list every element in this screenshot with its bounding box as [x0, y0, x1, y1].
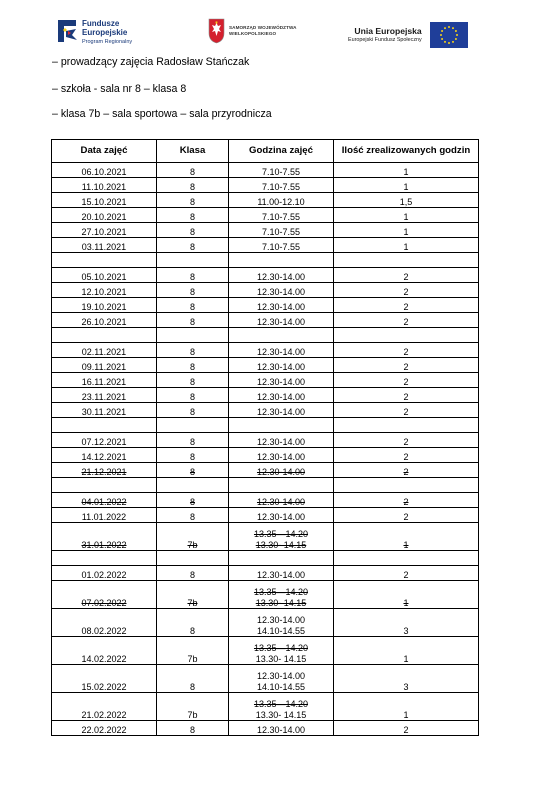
cell-date: 07.12.2021 [52, 433, 157, 448]
cell-hours [229, 283, 334, 298]
header-count: Ilość zrealizowanych godzin [334, 140, 479, 163]
cell-count: 1 [334, 693, 479, 721]
hour-range: 12.30-14.00 [256, 347, 306, 357]
cell-count: 2 [334, 283, 479, 298]
cell-hours [229, 566, 334, 581]
hour-range: 12.30-14.00 [256, 437, 306, 447]
cell-class: 8 [157, 388, 229, 403]
hour-range: 11.00-12.10 [257, 197, 305, 207]
cell-class: 8 [157, 238, 229, 253]
hour-range: 12.30-14.00 [256, 497, 306, 507]
cell-count: 1 [334, 178, 479, 193]
hour-range: 7.10-7.55 [261, 212, 301, 222]
cell-class: 8 [157, 665, 229, 693]
hour-range: 13.30- 14.15 [255, 653, 307, 664]
hour-range: 13.30- 14.15 [255, 539, 307, 550]
eu-star-icon [455, 30, 457, 32]
hour-range: 12.30-14.00 [256, 725, 306, 735]
hour-range: 13.35—14.20 [253, 643, 309, 653]
table-row [52, 721, 479, 736]
cell-hours [229, 433, 334, 448]
cell-class: 8 [157, 493, 229, 508]
cell-count: 2 [334, 448, 479, 463]
eu-star-icon [452, 27, 454, 29]
hour-range: 12.30-14.00 [256, 570, 306, 580]
cell-class: 8 [157, 223, 229, 238]
empty-cell [157, 328, 229, 343]
empty-cell [229, 551, 334, 566]
hour-range: 12.30-14.00 [256, 302, 306, 312]
table-row [52, 637, 479, 665]
empty-cell [334, 478, 479, 493]
eu-star-icon [448, 26, 450, 28]
cell-class: 8 [157, 373, 229, 388]
cell-class: 8 [157, 463, 229, 478]
cell-hours [229, 609, 334, 637]
cell-count: 1 [334, 238, 479, 253]
fe-line1: Fundusze [82, 19, 120, 28]
cell-class: 8 [157, 721, 229, 736]
eu-star-icon [455, 38, 457, 40]
table-spacer-row [52, 328, 479, 343]
intro-line-teacher: – prowadzący zajęcia Radosław Stańczak [52, 56, 250, 68]
cell-count: 2 [334, 403, 479, 418]
empty-cell [229, 478, 334, 493]
cell-date: 07.02.2022 [52, 581, 157, 609]
empty-cell [334, 253, 479, 268]
cell-count: 1 [334, 208, 479, 223]
cell-date: 16.11.2021 [52, 373, 157, 388]
eu-star-icon [456, 34, 458, 36]
hour-range: 12.30-14.00 [256, 407, 306, 417]
cell-hours [229, 448, 334, 463]
cell-hours [229, 343, 334, 358]
cell-date: 09.11.2021 [52, 358, 157, 373]
cell-date: 19.10.2021 [52, 298, 157, 313]
cell-date: 14.02.2022 [52, 637, 157, 665]
hour-range: 12.30-14.00 [256, 317, 306, 327]
cell-class: 8 [157, 298, 229, 313]
cell-hours [229, 665, 334, 693]
cell-count: 2 [334, 566, 479, 581]
table-row [52, 523, 479, 551]
empty-cell [52, 551, 157, 566]
empty-cell [229, 253, 334, 268]
table-row [52, 373, 479, 388]
cell-date: 21.12.2021 [52, 463, 157, 478]
cell-class: 8 [157, 609, 229, 637]
cell-hours [229, 163, 334, 178]
sw-line1: SAMORZĄD WOJEWÓDZTWA [229, 25, 297, 30]
cell-class: 8 [157, 448, 229, 463]
hour-range: 13.35—14.20 [253, 529, 309, 539]
cell-hours [229, 637, 334, 665]
hour-range: 13.30- 14.15 [255, 709, 307, 720]
cell-hours [229, 581, 334, 609]
cell-hours [229, 693, 334, 721]
header-logos [0, 14, 546, 54]
empty-cell [52, 418, 157, 433]
cell-hours [229, 178, 334, 193]
eu-flag-icon [430, 22, 468, 48]
hour-range: 12.30-14.00 [256, 512, 306, 522]
hour-range: 7.10-7.55 [261, 167, 301, 177]
cell-count: 2 [334, 343, 479, 358]
cell-class: 8 [157, 208, 229, 223]
empty-cell [157, 253, 229, 268]
cell-class: 8 [157, 283, 229, 298]
fe-line3: Program Regionalny [82, 39, 133, 45]
hour-range: 12.30-14.00 [256, 272, 306, 282]
table-row [52, 163, 479, 178]
hour-range: 12.30-14.00 [256, 467, 306, 477]
cell-date: 05.10.2021 [52, 268, 157, 283]
cell-class: 8 [157, 403, 229, 418]
cell-count: 2 [334, 463, 479, 478]
cell-count: 2 [334, 313, 479, 328]
cell-hours [229, 508, 334, 523]
cell-date: 06.10.2021 [52, 163, 157, 178]
header-class: Klasa [157, 140, 229, 163]
hour-range: 12.30-14.00 [256, 362, 306, 372]
cell-hours [229, 358, 334, 373]
hour-range: 13.35—14.20 [253, 587, 309, 597]
table-spacer-row [52, 418, 479, 433]
eu-star-icon [441, 38, 443, 40]
cell-class: 7b [157, 637, 229, 665]
cell-date: 30.11.2021 [52, 403, 157, 418]
hour-range: 7.10-7.55 [261, 242, 301, 252]
cell-date: 27.10.2021 [52, 223, 157, 238]
table-row [52, 433, 479, 448]
cell-date: 31.01.2022 [52, 523, 157, 551]
cell-hours [229, 268, 334, 283]
eu-star-icon [444, 27, 446, 29]
table-row [52, 208, 479, 223]
table-row [52, 463, 479, 478]
table-row [52, 566, 479, 581]
table-row [52, 693, 479, 721]
cell-hours [229, 373, 334, 388]
table-row [52, 343, 479, 358]
hour-range: 7.10-7.55 [261, 227, 301, 237]
cell-date: 12.10.2021 [52, 283, 157, 298]
cell-hours [229, 208, 334, 223]
cell-date: 26.10.2021 [52, 313, 157, 328]
table-row [52, 298, 479, 313]
eu-star-icon [444, 41, 446, 43]
cell-date: 03.11.2021 [52, 238, 157, 253]
cell-count: 2 [334, 433, 479, 448]
table-row [52, 403, 479, 418]
cell-class: 8 [157, 433, 229, 448]
empty-cell [334, 328, 479, 343]
empty-cell [229, 418, 334, 433]
cell-date: 14.12.2021 [52, 448, 157, 463]
cell-count: 3 [334, 665, 479, 693]
cell-hours [229, 223, 334, 238]
cell-count: 1 [334, 223, 479, 238]
empty-cell [157, 551, 229, 566]
cell-count: 1,5 [334, 193, 479, 208]
cell-count: 1 [334, 637, 479, 665]
cell-count: 2 [334, 268, 479, 283]
cell-count: 2 [334, 298, 479, 313]
cell-hours [229, 298, 334, 313]
hour-range: 14.10-14.55 [256, 625, 306, 636]
cell-date: 02.11.2021 [52, 343, 157, 358]
cell-date: 22.02.2022 [52, 721, 157, 736]
cell-hours [229, 463, 334, 478]
hour-range: 12.30-14.00 [256, 452, 306, 462]
cell-hours [229, 523, 334, 551]
cell-hours [229, 313, 334, 328]
fe-line2: Europejskie [82, 28, 128, 37]
cell-count: 3 [334, 609, 479, 637]
cell-hours [229, 403, 334, 418]
ue-line1: Unia Europejska [354, 26, 422, 36]
eu-star-icon [452, 41, 454, 43]
cell-count: 2 [334, 358, 479, 373]
cell-count: 1 [334, 523, 479, 551]
table-row [52, 609, 479, 637]
intro-line-class: – klasa 7b – sala sportowa – sala przyrodnicza [52, 108, 272, 120]
empty-cell [157, 478, 229, 493]
cell-class: 8 [157, 178, 229, 193]
cell-date: 15.02.2022 [52, 665, 157, 693]
hour-range: 12.30-14.00 [256, 287, 306, 297]
table-spacer-row [52, 253, 479, 268]
table-row [52, 268, 479, 283]
empty-cell [52, 328, 157, 343]
schedule-table [51, 139, 479, 736]
hour-range: 12.30-14.00 [256, 392, 306, 402]
fe-star-icon [58, 18, 78, 44]
eagle-crest-icon [208, 18, 225, 44]
unia-europejska-logo [348, 22, 468, 48]
cell-date: 20.10.2021 [52, 208, 157, 223]
table-row [52, 238, 479, 253]
cell-date: 01.02.2022 [52, 566, 157, 581]
hour-range: 13.35—14.20 [253, 699, 309, 709]
table-spacer-row [52, 478, 479, 493]
eu-star-icon [441, 30, 443, 32]
cell-class: 8 [157, 193, 229, 208]
header-date: Data zajęć [52, 140, 157, 163]
hour-range: 12.30-14.00 [256, 615, 306, 625]
table-row [52, 581, 479, 609]
hour-range: 13.30- 14.15 [255, 597, 307, 608]
cell-count: 2 [334, 508, 479, 523]
cell-hours [229, 721, 334, 736]
cell-count: 2 [334, 721, 479, 736]
cell-hours [229, 493, 334, 508]
sw-line2: WIELKOPOLSKIEGO [229, 31, 277, 36]
table-row [52, 388, 479, 403]
cell-hours [229, 388, 334, 403]
empty-cell [157, 418, 229, 433]
cell-count: 1 [334, 581, 479, 609]
empty-cell [52, 253, 157, 268]
cell-date: 11.01.2022 [52, 508, 157, 523]
cell-class: 8 [157, 313, 229, 328]
table-row [52, 665, 479, 693]
cell-class: 7b [157, 581, 229, 609]
ue-line2: Europejski Fundusz Społeczny [348, 37, 422, 43]
table-row [52, 193, 479, 208]
cell-date: 15.10.2021 [52, 193, 157, 208]
cell-count: 2 [334, 388, 479, 403]
cell-date: 21.02.2022 [52, 693, 157, 721]
table-row [52, 223, 479, 238]
cell-class: 8 [157, 268, 229, 283]
cell-count: 2 [334, 493, 479, 508]
empty-cell [52, 478, 157, 493]
cell-hours [229, 238, 334, 253]
cell-class: 8 [157, 566, 229, 581]
cell-date: 04.01.2022 [52, 493, 157, 508]
cell-count: 2 [334, 373, 479, 388]
cell-date: 23.11.2021 [52, 388, 157, 403]
cell-class: 8 [157, 508, 229, 523]
eu-star-icon [448, 42, 450, 44]
cell-class: 8 [157, 343, 229, 358]
cell-class: 8 [157, 358, 229, 373]
fundusze-europejskie-logo [58, 18, 132, 47]
eu-star-icon [440, 34, 442, 36]
table-row [52, 448, 479, 463]
cell-date: 08.02.2022 [52, 609, 157, 637]
empty-cell [229, 328, 334, 343]
cell-date: 11.10.2021 [52, 178, 157, 193]
table-row [52, 178, 479, 193]
hour-range: 12.30-14.00 [256, 671, 306, 681]
table-row [52, 358, 479, 373]
empty-cell [334, 418, 479, 433]
cell-class: 7b [157, 693, 229, 721]
table-row [52, 283, 479, 298]
table-spacer-row [52, 551, 479, 566]
hour-range: 7.10-7.55 [261, 182, 301, 192]
cell-class: 7b [157, 523, 229, 551]
cell-hours [229, 193, 334, 208]
table-row [52, 508, 479, 523]
intro-line-school: – szkoła - sala nr 8 – klasa 8 [52, 83, 187, 95]
table-row [52, 493, 479, 508]
cell-count: 1 [334, 163, 479, 178]
empty-cell [334, 551, 479, 566]
hour-range: 14.10-14.55 [256, 681, 306, 692]
samorzad-logo [208, 18, 297, 44]
cell-class: 8 [157, 163, 229, 178]
hour-range: 12.30-14.00 [256, 377, 306, 387]
table-header-row [52, 140, 479, 163]
header-hours: Godzina zajęć [229, 140, 334, 163]
table-row [52, 313, 479, 328]
